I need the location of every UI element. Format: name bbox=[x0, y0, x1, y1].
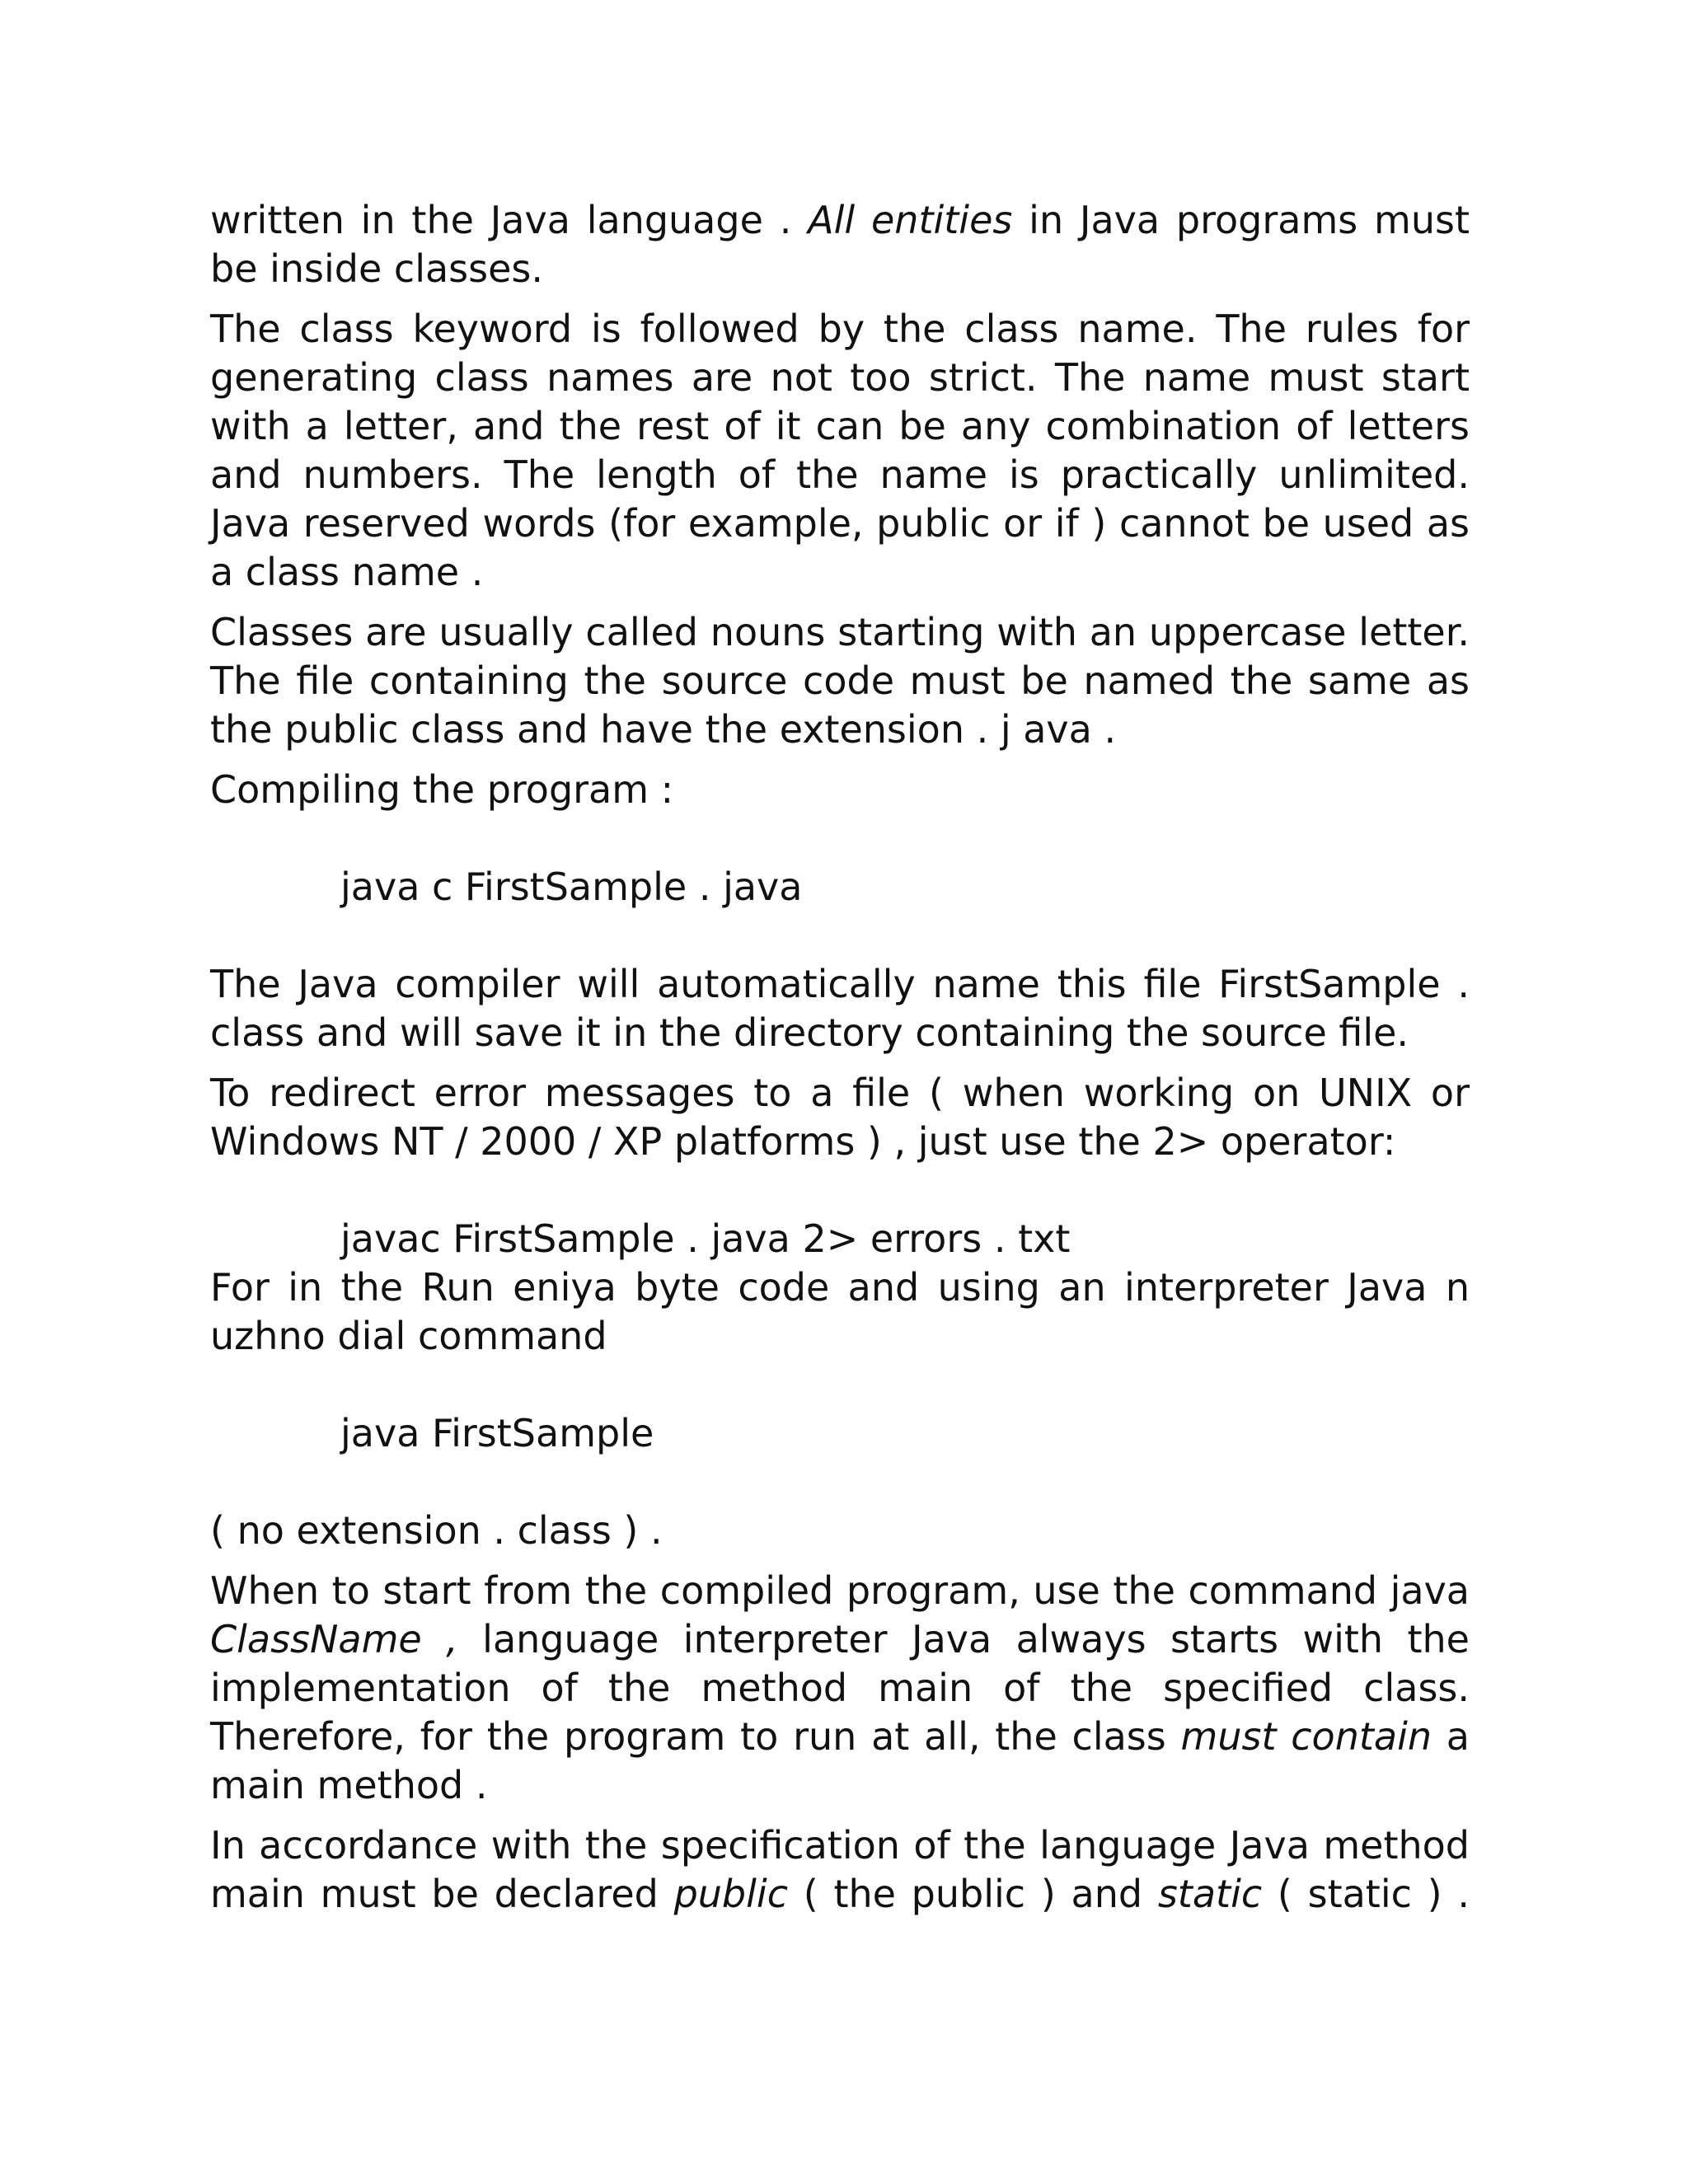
code-run-command: java FirstSample bbox=[340, 1411, 654, 1455]
emphasis-public: public bbox=[673, 1872, 788, 1916]
paragraph-class-naming: Classes are usually called nouns starting with an uppercase letter. The file containing the source code must be named the same as the public class and have the extension . j ava . bbox=[210, 610, 1470, 752]
paragraph-compiling: Compiling the program : bbox=[210, 767, 674, 812]
paragraph-java-classes: written in the Java language . All entities in Java programs must be inside classes. bbox=[210, 198, 1470, 291]
emphasis-classname: ClassName , bbox=[210, 1617, 458, 1661]
paragraph-main-method: When to start from the compiled program, use the command java ClassName , language interpreter Java always starts with the implementation of the method main of the specified class. Therefore, for the program to run at all, the class must contain a main method . bbox=[210, 1568, 1470, 1807]
emphasis-static: static bbox=[1157, 1872, 1263, 1916]
code-redirect-command: javac FirstSample . java 2> errors . txt bbox=[340, 1216, 1071, 1261]
paragraph-main-declaration: In accordance with the specification of the language Java method main must be declared public ( the public ) and static ( static ) . bbox=[210, 1823, 1470, 1916]
emphasis-all-entities: All entities bbox=[808, 198, 1013, 242]
emphasis-must-contain: must contain bbox=[1180, 1714, 1432, 1759]
paragraph-run-bytecode: For in the Run eniya byte code and using an interpreter Java n uzhno dial command bbox=[210, 1265, 1470, 1358]
document-page bbox=[210, 196, 1470, 1930]
paragraph-redirect-errors: To redirect error messages to a file ( when working on UNIX or Windows NT / 2000 / XP platforms ) , just use the 2> operator: bbox=[210, 1071, 1470, 1164]
paragraph-no-extension: ( no extension . class ) . bbox=[210, 1508, 663, 1553]
code-compile-command: java c FirstSample . java bbox=[340, 865, 803, 909]
paragraph-compiler-output: The Java compiler will automatically name this file FirstSample . class and will save it in the directory containing the source file. bbox=[210, 962, 1470, 1055]
paragraph-class-keyword: The class keyword is followed by the class name. The rules for generating class names are not too strict. The name must start with a letter, and the rest of it can be any combination of letters and numbers. The length of the name is practically unlimited. Java reserved words (for example, public or if ) cannot be used as a class name . bbox=[210, 307, 1470, 594]
